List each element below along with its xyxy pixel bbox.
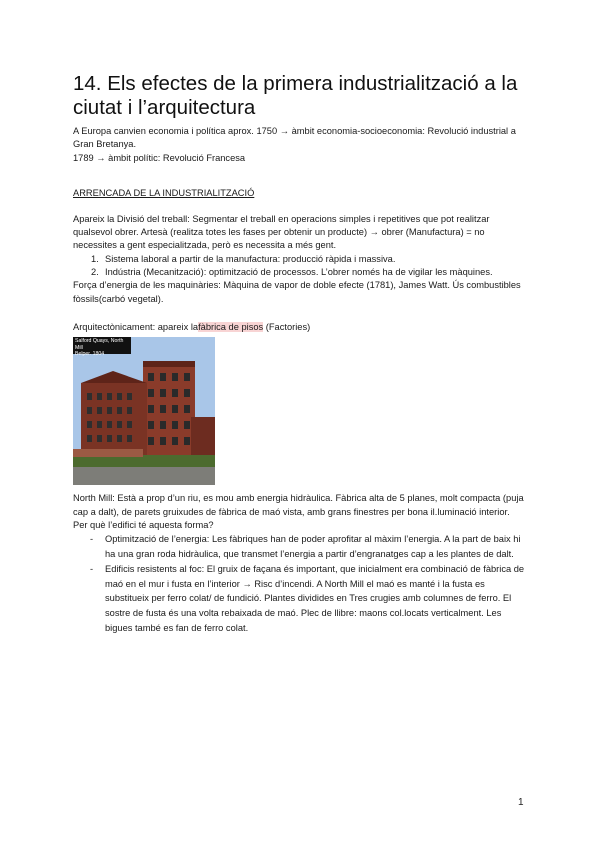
list-number: 1.: [91, 253, 99, 264]
intro-line: A Europa canvien economia i política aprox. 1750 → àmbit economia-socioeconomia: Revolució industrial a Gran Bretanya.: [73, 126, 516, 150]
list-item: [73, 532, 528, 562]
list-text: Optimització de l’energia: Les fàbriques han de poder aprofitar al màxim l’energia. A la part de baix hi ha una gran roda hidràulica, que transmet l’energia a partir d’engranatges cap a les plantes de dalt.: [105, 534, 521, 559]
list-text: Sistema laboral a partir de la manufactura: producció ràpida i massiva.: [105, 253, 396, 264]
energy-paragraph: Força d’energia de les maquinàries: Màquina de vapor de doble efecte (1781), James Watt. Ús combustibles fòssils(carbó vegetal).: [73, 280, 521, 304]
architecture-line: [73, 321, 528, 334]
architecture-suffix: (Factories): [263, 321, 311, 332]
north-mill-paragraph: North Mill: Està a prop d’un riu, es mou amb energia hidràulica. Fàbrica alta de 5 planes, molt compacta (puja cap a dalt), de parets gruixudes de fàbrica de maó vista, amb grans finestres per bona il.luminació interior.: [73, 493, 524, 517]
intro-block: [73, 125, 528, 165]
list-text: Edificis resistents al foc: El gruix de façana és important, que inicialment era combinació de fàbrica de maó en el mur i fusta en l’interior → Risc d’incendi. A North Mill el maó es manté i la fusta es substitueix per ferro colat/ de fundició. Plantes dividides en Tres crugies amb columnes de ferro. El sostre de fusta és una volta rebaixada de maó. Plec de llibre: maons col.locats verticalment. Les bigues també es fan de ferro colat.: [105, 563, 525, 633]
architecture-prefix: Arquitectònicament: apareix la: [73, 321, 199, 332]
page-title: 14. Els efectes de la primera industrialització a la ciutat i l’arquitectura: [73, 72, 518, 119]
section-title: ARRENCADA DE LA INDUSTRIALITZACIÓ: [73, 187, 255, 198]
dash-list: [73, 532, 528, 636]
north-mill-photo: [73, 337, 215, 485]
division-paragraph: Apareix la Divisió del treball: Segmentar el treball en operacions simples i repetitives que pot realitzar qualsevol obrer. Artesà (realitza totes les fases per obtenir un producte) → obrer (Manufactura) = no necessites a gent especialitzada, però es necessita a més gent.: [73, 213, 490, 251]
document-page: [73, 72, 528, 636]
highlighted-term: fàbrica de pisos: [198, 321, 264, 332]
photo-caption-line: Belper. 1804: [75, 351, 105, 358]
dash-bullet: -: [90, 563, 94, 574]
list-number: 2.: [91, 267, 99, 278]
page-number: 1: [518, 797, 524, 808]
intro-line: 1789 → àmbit polític: Revolució Francesa: [73, 152, 246, 163]
numbered-list: [73, 253, 528, 280]
list-item: [73, 253, 528, 266]
dash-bullet: -: [90, 534, 94, 545]
list-item: [73, 562, 528, 636]
question-line: Per què l’edifici té aquesta forma?: [73, 519, 214, 530]
photo-caption: [73, 337, 131, 358]
list-text: Indústria (Mecanització): optimització de processos. L’obrer només ha de vigilar les màquines.: [105, 267, 493, 278]
list-item: [73, 266, 528, 279]
north-mill-illustration: [73, 337, 215, 485]
photo-caption-line: Salford Quays, North Mill: [75, 338, 124, 351]
